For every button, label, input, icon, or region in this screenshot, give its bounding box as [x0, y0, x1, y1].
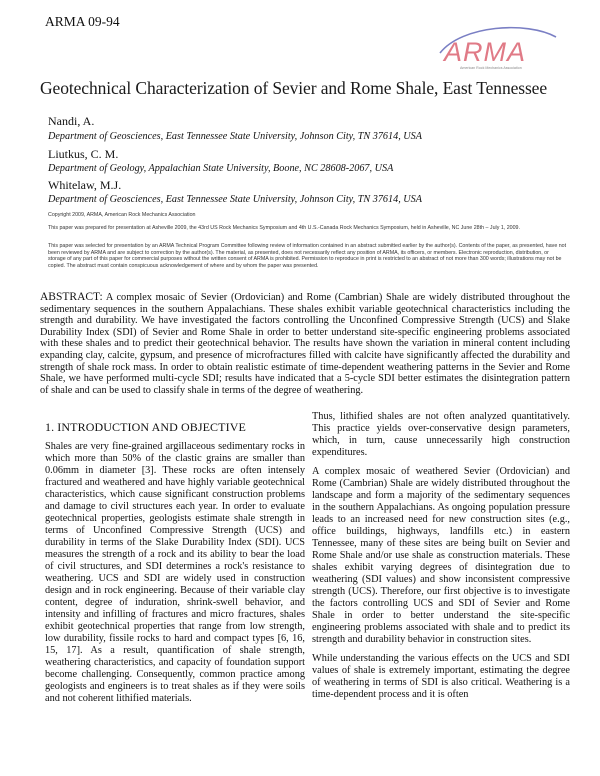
logo-subtext: American Rock Mechanics Association — [460, 66, 522, 70]
body-paragraph: Thus, lithified shales are not often analyzed quantitatively. This practice yields over-conservative design parameters, which, in turn, cause unnecessarily high construction expenditures. — [312, 411, 570, 458]
abstract-text: A complex mosaic of Sevier (Ordovician) and Rome (Cambrian) Shale are widely distributed throughout the sedimentary sequences in the southern Appalachians. These shales exhibit variable geotechnical characteristics including the strength and durability. We have investigated the factors controlling the Unconfined Compressive Strength (UCS) and Slake Durability Index (SDI) of Sevier and Rome Shale in order to better understand site-specific engineering problems associated with these shales and to predict their geotechnical behavior. The results have shown the variation in mineral content including expanding clay, calcite, gypsum, and presence of microfractures filled with calcite have significantly affected the durability and strength of shale rock mass. In order to obtain realistic estimate of time-dependent weathering patterns in the Sevier and Rome Shale, we have performed multi-cycle SDI; results have indicated that a 5-cycle SDI better estimates the disintegration pattern of shale and can be used to classify shale in terms of the degree of weathering. — [40, 292, 570, 396]
author-name: Whitelaw, M.J. — [48, 178, 122, 192]
paper-title: Geotechnical Characterization of Sevier and Rome Shale, East Tennessee — [40, 78, 548, 98]
author-name: Nandi, A. — [48, 114, 95, 128]
logo-text: ARMA — [444, 37, 527, 67]
author-name: Liutkus, C. M. — [48, 147, 119, 161]
abstract — [40, 292, 570, 396]
body-left-column — [45, 441, 305, 712]
section-heading: 1. INTRODUCTION AND OBJECTIVE — [45, 420, 246, 434]
paper-id: ARMA 09-94 — [45, 14, 120, 29]
selection-disclaimer: This paper was selected for presentation by an ARMA Technical Program Committee following review of information contained in an abstract submitted earlier by the author(s). Contents of the paper, as presented, have not been reviewed by ARMA and are subject to correction by the author(s). The material, as presented, does not necessarily reflect any position of ARMA, its officers, or members. Electronic reproduction, distribution, or storage of any part of this paper for commercial purposes without the written consent of ARMA is prohibited. Permission to reproduce in print is restricted to an abstract of not more than 300 words; illustrations may not be copied. The abstract must contain conspicuous acknowledgement of where and by whom the paper was presented. — [48, 243, 567, 269]
author-affiliation: Department of Geosciences, East Tennessee State University, Johnson City, TN 37614, USA — [48, 194, 422, 205]
body-paragraph: While understanding the various effects on the UCS and SDI values of shale is extremely important, estimating the degree of weathering in terms of SDI is also critical. Weathering is a time-dependent process and it is often — [312, 653, 570, 700]
copyright-notice: Copyright 2009, ARMA, American Rock Mechanics Association — [48, 212, 196, 218]
author-affiliation: Department of Geosciences, East Tennessee State University, Johnson City, TN 37614, USA — [48, 131, 422, 142]
abstract-label: ABSTRACT: — [40, 291, 103, 303]
arma-logo — [432, 23, 562, 75]
author-affiliation: Department of Geology, Appalachian State University, Boone, NC 28608-2067, USA — [48, 163, 394, 174]
body-paragraph: Shales are very fine-grained argillaceous sedimentary rocks in which more than 50% of the clastic grains are smaller than 0.06mm in diameter [3]. These rocks are often intensely fractured and weathered and have highly variable geotechnical characteristics, which cause significant construction problems and damage to civil structures each year. In order to evaluate geotechnical properties, geologists estimate shale strength in terms of Unconfined Compressive Strength (UCS) and durability in terms of the Slake Durability Index (SDI). UCS measures the strength of a rock and its ability to bear the load of civil structures, and SDI determines a rock's resistance to weathering. UCS and SDI are widely used in construction design and in rock engineering. Because of their variable clay content, degree of induration, shrink-swell behavior, and intensity and infilling of fractures and micro fractures, shales exhibit geotechnical properties that range from low strength, low durability, fissile rocks to hard and compact types [6, 16, 15, 17]. As a result, quantification of shale strength, weathering characteristics, and capacity of foundation support become challenging. Consequently, common practice among geologists and engineers is to treat shales as if they were soils and not coherent lithified materials. — [45, 441, 305, 704]
presentation-notice: This paper was prepared for presentation at Asheville 2009, the 43rd US Rock Mechanics Symposium and 4th U.S.-Canada Rock Mechanics Symposium, held in Asheville, NC June 28th – July 1, 2009. — [48, 225, 520, 231]
body-right-column — [312, 411, 570, 708]
body-paragraph: A complex mosaic of weathered Sevier (Ordovician) and Rome (Cambrian) Shale are widely distributed throughout the landscape and form a majority of the sedimentary sequences in the southern Appalachians. As ongoing population pressure leads to an increased need for new construction sites (e.g., office buildings, highways, landfills etc.) in eastern Tennessee, many of these sites are being built on Sevier and Rome Shale and/or use shale as construction materials. These shales exhibit varying degrees of disintegration due to weathering (SDI values) and show inconsistent compressive strength (UCS). Therefore, our first objective is to investigate the factors controlling UCS and SDI of Sevier and Rome Shale in order to better understand the site-specific engineering problems associated with shale and to predict its strength and durability behavior in construction sites. — [312, 466, 570, 645]
